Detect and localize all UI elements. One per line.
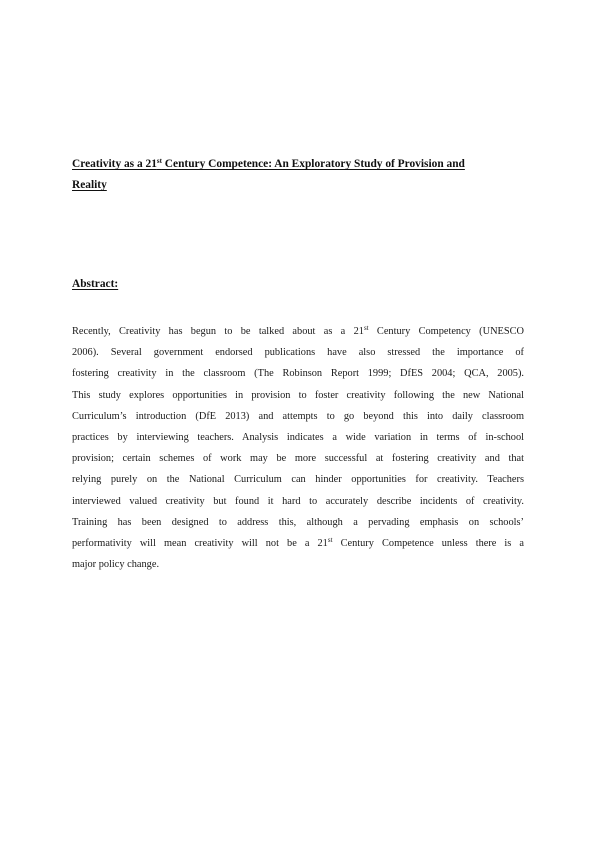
abstract-line bbox=[72, 554, 524, 575]
abstract-heading: Abstract: bbox=[72, 278, 119, 290]
title-superscript: st bbox=[156, 157, 162, 165]
abstract-line-text: Century Competency (UNESCO bbox=[368, 326, 524, 337]
abstract-text bbox=[72, 321, 524, 575]
title-part2: Century Competence: An Exploratory Study of Provision and bbox=[161, 158, 465, 170]
abstract-line-text: Training has been designed to address this, although a pervading emphasis on schools’ bbox=[72, 516, 524, 528]
abstract-line-text: fostering creativity in the classroom (The Robinson Report 1999; DfES 2004; QCA, 2005). bbox=[72, 368, 524, 380]
paper-title bbox=[72, 154, 527, 196]
abstract-line-text: This study explores opportunities in provision to foster creativity following the new National bbox=[72, 389, 524, 401]
abstract-line-text: relying purely on the National Curriculum can hinder opportunities for creativity. Teachers bbox=[72, 474, 524, 486]
title-line2: Reality bbox=[72, 179, 107, 191]
abstract-line bbox=[72, 342, 524, 363]
abstract-superscript: st bbox=[363, 324, 369, 332]
abstract-line-text: major policy change. bbox=[72, 559, 160, 571]
abstract-line bbox=[72, 427, 524, 448]
abstract-line-text: practices by interviewing teachers. Analysis indicates a wide variation in terms of in-school bbox=[72, 432, 524, 444]
abstract-line bbox=[72, 385, 524, 406]
abstract-line-text: Recently, Creativity has begun to be talked about as a 21 bbox=[72, 326, 364, 337]
abstract-line-text: performativity will mean creativity will not be a 21 bbox=[72, 538, 328, 550]
abstract-line-text: interviewed valued creativity but found it hard to accurately describe incidents of creativity. bbox=[72, 495, 524, 507]
abstract-line-text: 2006). Several government endorsed publications have also stressed the importance of bbox=[72, 347, 524, 359]
abstract-line bbox=[72, 469, 524, 490]
abstract-line bbox=[72, 321, 524, 342]
abstract-line-text: Century Competence unless there is a bbox=[332, 538, 524, 550]
abstract-line bbox=[72, 448, 524, 469]
title-part1: Creativity as a 21 bbox=[72, 158, 157, 170]
abstract-line-text: Curriculum’s introduction (DfE 2013) and attempts to go beyond this into daily classroom bbox=[72, 410, 524, 422]
abstract-line bbox=[72, 491, 524, 512]
abstract-line bbox=[72, 406, 524, 427]
abstract-superscript: st bbox=[327, 536, 333, 545]
abstract-line bbox=[72, 512, 524, 533]
abstract-line-text: provision; certain schemes of work may be more successful at fostering creativity and that bbox=[72, 453, 524, 465]
abstract-line bbox=[72, 363, 524, 384]
abstract-line bbox=[72, 533, 524, 554]
